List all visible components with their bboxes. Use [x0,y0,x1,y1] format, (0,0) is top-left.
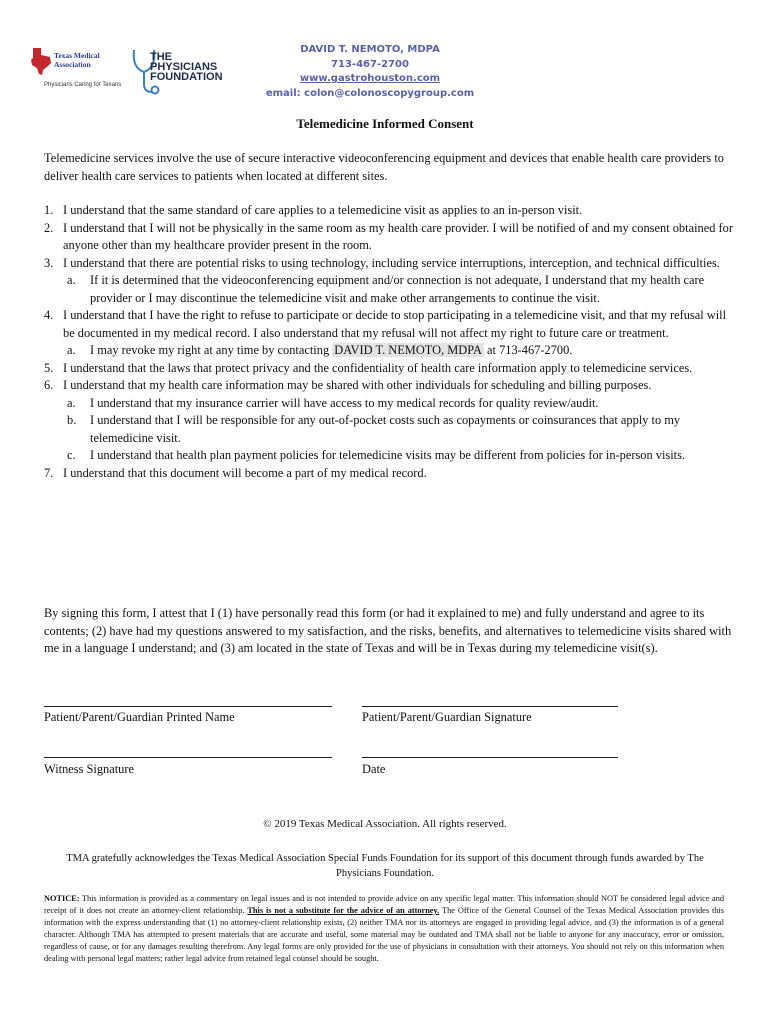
notice-text: This information is provided as a commentary on legal issues and is not intended to provide advice on any specific legal matter. This information should NOT be considered legal advice and receipt of it does not create an attorney-client relationship. [44,894,724,915]
physicians-foundation-logo [130,46,235,96]
list-item: 7. I understand that this document will become a part of my medical record. [44,465,427,480]
date-line[interactable] [362,757,618,758]
list-item: 5. I understand that the laws that protect privacy and the confidentiality of health care information apply to telemedicine services. [44,360,693,375]
tma-name: Texas Medical Association [54,51,100,69]
tma-tagline: Physicians Caring for Texans [44,82,122,88]
list-subitem: a. If it is determined that the videoconferencing equipment and/or connection is not adequate, I understand that my health care provider or I may discontinue the telemedicine visit and make other arrangements to continue the visit. [67,273,705,305]
list-item: 2. I understand that I will not be physically in the same room as my health care provider. I will be notified of and my consent obtained for anyone other than my healthcare provider present in the room. [44,220,733,252]
witness-signature-label: Witness Signature [44,762,135,776]
texas-map-icon [30,46,52,76]
legal-notice [44,893,724,965]
list-item: 4. I understand that I have the right to refuse to participate or decide to stop participating in a telemedicine visit, and that my refusal will be documented in my medical record. I also understand that my refusal will not affect my right to future care or treatment. [44,308,727,340]
printed-name-line[interactable] [44,706,332,707]
physicians-foundation-name: THE PHYSICIANS FOUNDATION [150,51,223,83]
notice-label: NOTICE: [44,894,80,903]
date-label: Date [362,762,386,776]
signature-label: Patient/Parent/Guardian Signature [362,710,532,724]
intro-paragraph: Telemedicine services involve the use of secure interactive videoconferencing equipment and devices that enable health care providers to deliver health care services to patients when located at different sites. [44,151,724,183]
list-item: 6. I understand that my health care information may be shared with other individuals for scheduling and billing purposes. [44,378,652,392]
provider-email: email: colon@colonoscopygroup.com [265,87,475,99]
list-subitem: a. I may revoke my right at any time by contacting DAVID T. NEMOTO, MDPA at 713-467-2700. [67,343,573,357]
consent-list [44,202,734,482]
attestation-paragraph: By signing this form, I attest that I (1) have personally read this form (or had it explained to me) and fully understand and agree to its contents; (2) have had my questions answered to my satisfaction, and the risks, benefits, and alternatives to telemedicine visits shared with me in a language I understand; and (3) am located in the state of Texas and will be in Texas during my telemedicine visit(s). [44,606,732,655]
witness-signature-line[interactable] [44,757,332,758]
list-subitem: c. I understand that health plan payment policies for telemedicine visits may be different from policies for in-person visits. [67,448,686,462]
list-item: 3. I understand that there are potential risks to using technology, including service interruptions, interception, and technical difficulties. [44,255,720,270]
provider-phone: 713-467-2700 [331,58,409,70]
notice-text-continued: The Office of the General Counsel of the Texas Medical Association provides this information with the express understanding that (1) no attorney-client relationship exists, (2) neither TMA nor its attorneys are engaged in providing legal advice, and (3) the information is of a general character. Although TMA has attempted to present materials that are accurate and useful, some material may be outdated and TMA shall not be liable to anyone for any inaccuracy, error or omission, regardless of cause, or for any damages resulting therefrom. Any legal forms are only provided for the use of physicians in consultation with their attorneys. You should not rely on this information when dealing with personal legal matters; rather legal advice from retained legal counsel should be sought. [44,906,724,963]
provider-name: DAVID T. NEMOTO, MDPA [300,44,440,55]
provider-name-field[interactable]: DAVID T. NEMOTO, MDPA [334,343,482,357]
tma-logo [30,46,122,92]
notice-emphasis: This is not a substitute for the advice of an attorney. [247,906,440,915]
document-title: Telemedicine Informed Consent [296,116,474,131]
list-item: 1. I understand that the same standard of care applies to a telemedicine visit as applies to an in-person visit. [44,203,583,217]
provider-website-link[interactable]: www.gastrohouston.com [299,73,441,84]
signature-line[interactable] [362,706,618,707]
provider-contact [250,43,490,101]
list-subitem: b. I understand that I will be responsible for any out-of-pocket costs such as copayments or coinsurances that apply to my telemedicine visit. [67,413,681,445]
list-subitem: a. I understand that my insurance carrier will have access to my medical records for quality review/audit. [67,395,599,410]
printed-name-label: Patient/Parent/Guardian Printed Name [44,710,235,724]
acknowledgment: TMA gratefully acknowledges the Texas Medical Association Special Funds Foundation for its support of this document through funds awarded by The Physicians Foundation. [66,853,704,879]
copyright-notice: © 2019 Texas Medical Association. All rights reserved. [263,818,507,830]
